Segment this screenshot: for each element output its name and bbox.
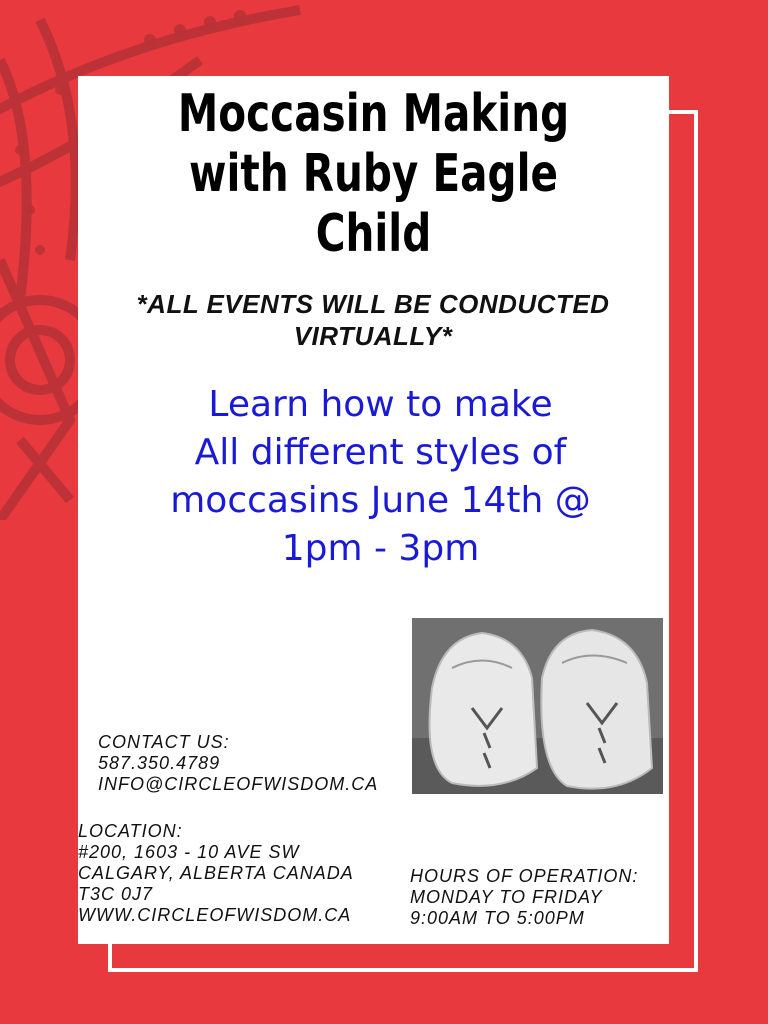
- moccasins-photo: [412, 618, 663, 794]
- location-website: WWW.CIRCLEOFWISDOM.CA: [78, 905, 352, 925]
- location-postal: T3C 0J7: [78, 884, 154, 904]
- flyer-card: [78, 76, 669, 944]
- description-line-4: 1pm - 3pm: [281, 528, 480, 569]
- contact-email: INFO@CIRCLEOFWISDOM.CA: [98, 774, 379, 794]
- contact-phone: 587.350.4789: [98, 753, 221, 773]
- contact-heading: CONTACT US:: [98, 732, 230, 752]
- hours-time: 9:00AM TO 5:00PM: [410, 908, 585, 928]
- location-address-1: #200, 1603 - 10 AVE SW: [78, 842, 300, 862]
- title-line-1: Moccasin Making: [177, 84, 570, 144]
- title-line-2: with Ruby Eagle: [189, 144, 558, 204]
- virtual-notice: [108, 288, 638, 352]
- hours-heading: HOURS OF OPERATION:: [410, 866, 639, 886]
- location-info: [78, 821, 354, 926]
- location-address-2: CALGARY, ALBERTA CANADA: [78, 863, 354, 883]
- hours-info: [410, 866, 638, 929]
- location-heading: LOCATION:: [78, 821, 183, 841]
- description-line-2: All different styles of: [194, 432, 567, 473]
- hours-days: MONDAY TO FRIDAY: [410, 887, 603, 907]
- title-line-3: Child: [315, 204, 432, 264]
- description-line-1: Learn how to make: [208, 384, 553, 425]
- event-description: [98, 381, 663, 573]
- description-line-3: moccasins June 14th @: [170, 480, 591, 521]
- event-title: [143, 84, 604, 264]
- contact-info: [98, 732, 378, 795]
- virtual-notice-line-1: *ALL EVENTS WILL BE CONDUCTED: [136, 289, 610, 319]
- virtual-notice-line-2: VIRTUALLY*: [293, 321, 453, 351]
